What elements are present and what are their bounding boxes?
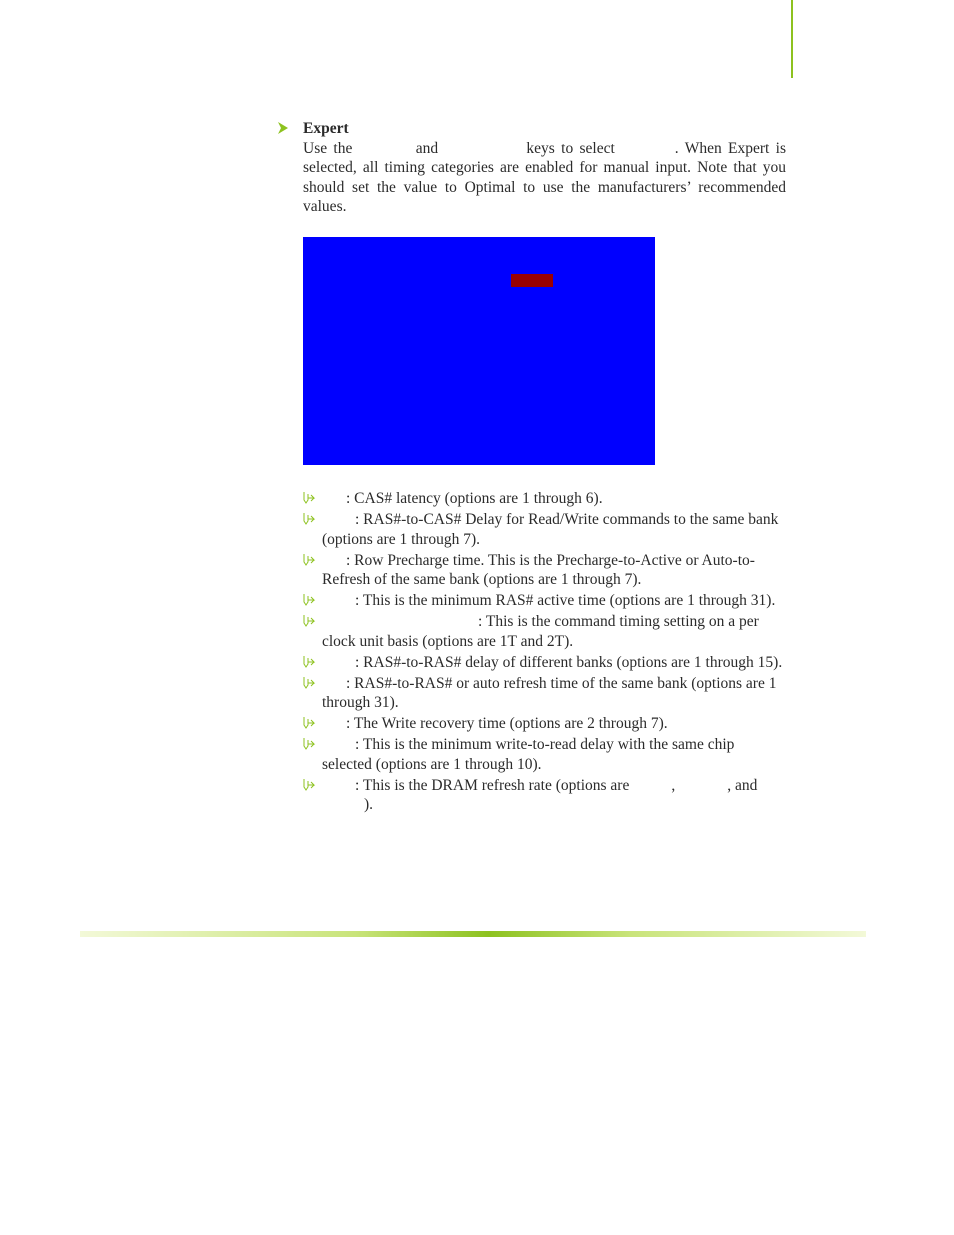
section-intro xyxy=(276,139,786,217)
pencil-icon xyxy=(302,655,316,669)
item-separator: , and xyxy=(727,776,758,794)
item-end: ). xyxy=(364,796,374,813)
bios-selected-value xyxy=(511,274,553,287)
pencil-icon xyxy=(302,676,316,690)
item-text: : RAS#-to-RAS# delay of different banks (options are 1 through 15). xyxy=(355,653,783,671)
list-item xyxy=(302,653,786,673)
pencil-icon xyxy=(302,614,316,628)
item-text: : RAS#-to-CAS# Delay for Read/Write commands to the same bank (options are 1 through 7). xyxy=(322,511,779,548)
item-text: : This is the minimum RAS# active time (options are 1 through 31). xyxy=(355,592,776,609)
item-text: : CAS# latency (options are 1 through 6). xyxy=(346,490,603,507)
pencil-icon xyxy=(302,512,316,526)
list-item xyxy=(302,612,786,651)
list-item xyxy=(302,674,786,713)
bios-screenshot-panel xyxy=(303,237,655,465)
item-text: : The Write recovery time (options are 2 through 7). xyxy=(346,715,668,732)
item-text: : This is the DRAM refresh rate (options are xyxy=(355,776,630,794)
list-item xyxy=(302,510,786,549)
list-item xyxy=(302,489,786,509)
intro-and: and xyxy=(415,139,439,157)
section-title: Expert xyxy=(303,120,349,137)
section-heading xyxy=(276,119,786,139)
item-separator: , xyxy=(671,776,676,794)
list-item xyxy=(302,551,786,590)
pencil-icon xyxy=(302,778,316,792)
intro-keys: keys to select xyxy=(526,139,615,157)
pencil-icon xyxy=(302,593,316,607)
expert-section xyxy=(276,119,786,217)
pencil-icon xyxy=(302,737,316,751)
list-item xyxy=(302,776,786,815)
arrow-bullet-icon xyxy=(276,120,290,136)
intro-use: Use the xyxy=(303,139,353,157)
item-text: : Row Precharge time. This is the Precharge-to-Active or Auto-to-Refresh of the same bank (options are 1 through 7). xyxy=(322,551,755,588)
item-text: : RAS#-to-RAS# or auto refresh time of the same bank (options are 1 through 31). xyxy=(322,674,777,711)
timing-options-list xyxy=(302,489,786,816)
list-item xyxy=(302,735,786,774)
item-text: : This is the command timing setting on a per clock unit basis (options are 1T and 2T). xyxy=(322,613,759,650)
list-item xyxy=(302,714,786,734)
item-text: : This is the minimum write-to-read delay with the same chip selected (options are 1 through 10). xyxy=(322,736,735,773)
pencil-icon xyxy=(302,491,316,505)
list-item xyxy=(302,591,786,611)
pencil-icon xyxy=(302,553,316,567)
footer-gradient-bar xyxy=(80,931,866,937)
header-accent-rule xyxy=(791,0,793,78)
pencil-icon xyxy=(302,716,316,730)
intro-rest: . When Expert is selected, all timing categories are enabled for manual input. Note that you should set the value to Optimal to use the manufacturers’ recommended values. xyxy=(303,139,787,215)
